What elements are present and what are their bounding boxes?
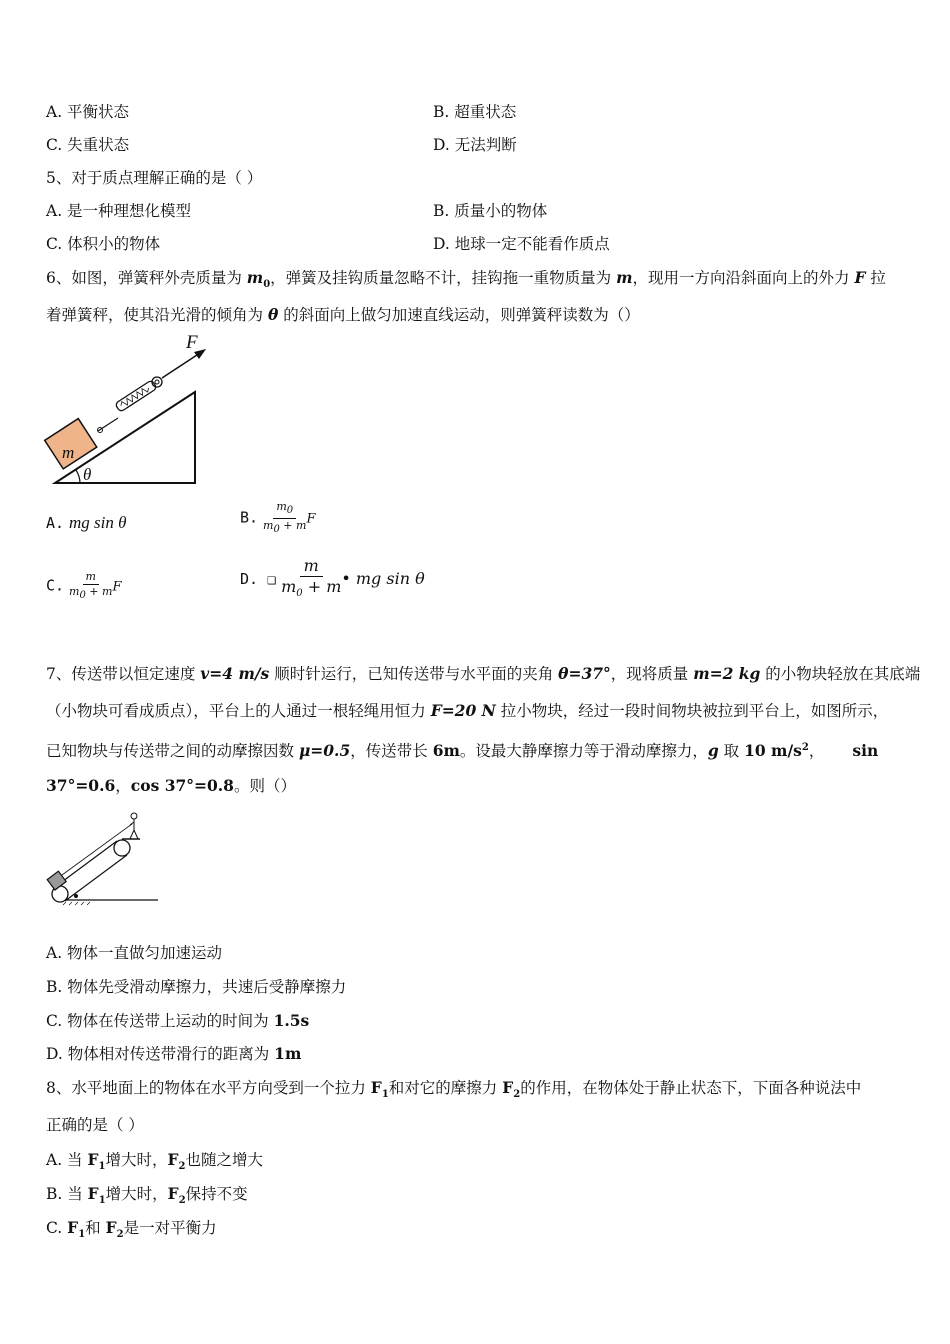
q4-option-b: B. 超重状态 — [433, 103, 517, 121]
q7-stem-line2: （小物块可看成质点），平台上的人通过一根轻绳用恒力 F=20 N 拉小物块，经过一段时间物块被拉到平台上，如图所示， — [46, 701, 889, 720]
q4-option-d: D. 无法判断 — [433, 136, 517, 154]
q5-option-d: D. 地球一定不能看作质点 — [433, 235, 610, 253]
q6-incline-figure — [40, 330, 230, 490]
q5-option-b: B. 质量小的物体 — [433, 202, 548, 220]
q8-option-c: C. $F_1$和 $F_2$是一对平衡力 — [46, 1218, 217, 1241]
q8-stem-line2: 正确的是（ ） — [46, 1116, 144, 1134]
q6-option-b: B. $\frac{m_0}{m_0 + m}$ F — [240, 500, 316, 536]
q7-option-c: C. 物体在传送带上运动的时间为 1.5s — [46, 1011, 310, 1030]
q6-figure-m: m — [62, 443, 75, 462]
q6-option-d-fraction: $\frac{m}{m_0 + m}$ — [281, 556, 342, 600]
q7-stem-line1: 7、传送带以恒定速度 v=4 m/s 顺时针运行，已知传送带与水平面的夹角 θ=37°，现将质量 m=2 kg 的小物块轻放在其底端 — [46, 664, 921, 683]
q5-stem: 5、对于质点理解正确的是（ ） — [46, 169, 263, 187]
q4-option-a: A. 平衡状态 — [46, 103, 130, 121]
q7-option-a: A. 物体一直做匀加速运动 — [46, 944, 223, 962]
q7-stem-line3: 已知物块与传送带之间的动摩擦因数 μ=0.5，传送带长 6m。设最大静摩擦力等于滑动摩擦力，g 取 10 $m/s^2$， sin — [46, 741, 879, 761]
q6-stem-line2: 着弹簧秤，使其沿光滑的倾角为 θ 的斜面向上做匀加速直线运动，则弹簧秤读数为（） — [46, 305, 640, 324]
q7-option-b: B. 物体先受滑动摩擦力，共速后受静摩擦力 — [46, 978, 347, 996]
q8-option-a: A. 当 $F_1$增大时，$F_2$也随之增大 — [46, 1150, 263, 1173]
q6-stem-line1: 6、如图，弹簧秤外壳质量为 $m_0$，弹簧及挂钩质量忽略不计，挂钩拖一重物质量为 m，现用一方向沿斜面向上的外力 F 拉 — [46, 268, 886, 291]
q7-option-d: D. 物体相对传送带滑行的距离为 1m — [46, 1044, 302, 1063]
q6-figure-F: F — [186, 332, 198, 353]
q4-option-c: C. 失重状态 — [46, 136, 130, 154]
q5-option-a: A. 是一种理想化模型 — [46, 202, 192, 220]
q8-stem-line1: 8、水平地面上的物体在水平方向受到一个拉力 $F_1$和对它的摩擦力 $F_2$的作用，在物体处于静止状态下，下面各种说法中 — [46, 1078, 862, 1101]
q7-conveyor-figure — [40, 808, 170, 908]
q6-option-b-fraction: $\frac{m_0}{m_0 + m}$ — [263, 500, 307, 536]
q5-option-c: C. 体积小的物体 — [46, 235, 161, 253]
q6-option-a: A. mg sin θ — [46, 513, 127, 532]
q6-figure-theta: θ — [83, 465, 92, 484]
q6-option-c: C. $\frac{m}{m_0 + m}$ F — [46, 570, 122, 602]
q6-option-c-fraction: $\frac{m}{m_0 + m}$ — [69, 570, 113, 602]
q8-option-b: B. 当 $F_1$增大时，$F_2$保持不变 — [46, 1184, 248, 1207]
q6-option-d: D. ❑ $\frac{m}{m_0 + m}$ • mg sin θ — [240, 556, 425, 604]
q7-stem-line4: 37°=0.6，cos 37°=0.8。则（） — [46, 776, 296, 795]
